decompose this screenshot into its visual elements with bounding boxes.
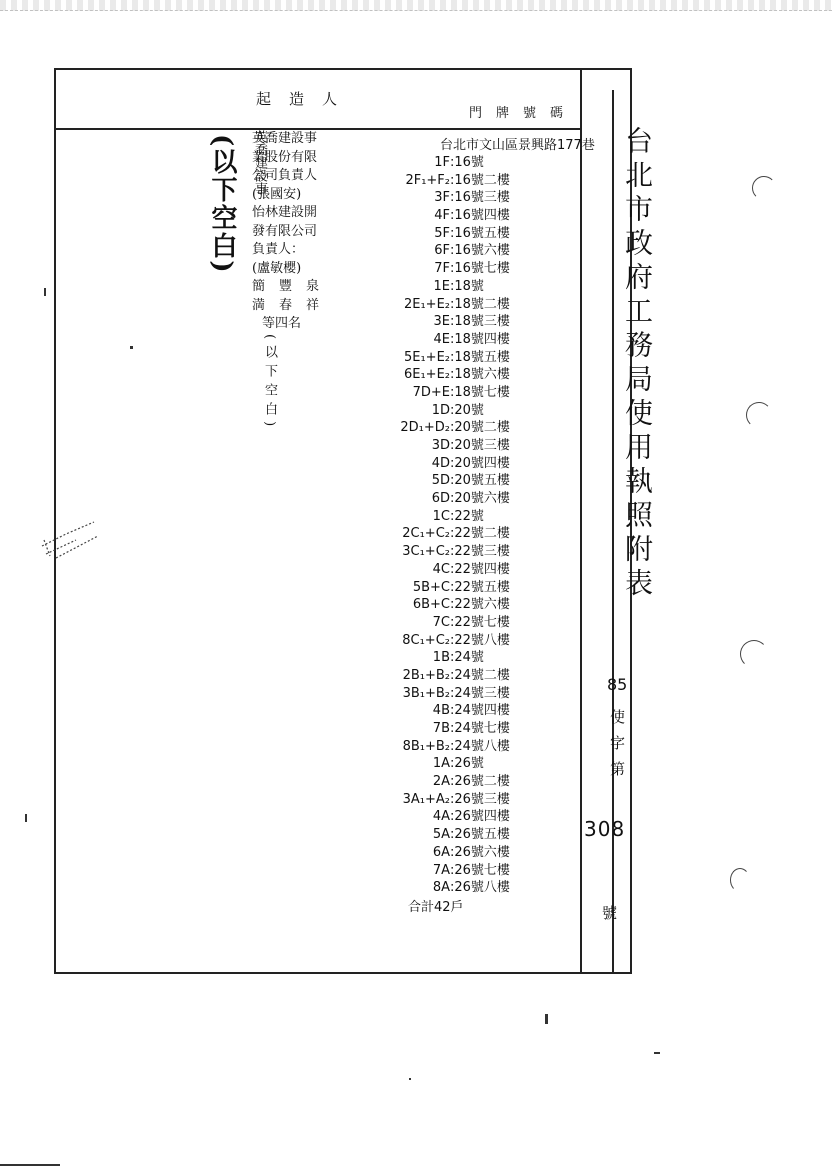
scan-speck [25,814,27,822]
unit-code: 5B+C [412,579,450,595]
unit-row [350,667,610,685]
unit-door-number: :26號六樓 [450,844,510,860]
unit-total: 合計42戶 [408,900,464,915]
unit-row [350,437,610,455]
unit-code: 8C₁+C₂ [402,632,450,648]
applicant-count-line: 等四名 [262,316,302,331]
unit-row [350,242,610,260]
unit-code: 1D [431,402,450,418]
unit-door-number: :22號三樓 [450,544,510,560]
unit-row [350,349,610,367]
unit-code: 6B+C [412,597,450,613]
unit-row [350,154,610,172]
unit-code: 5E₁+E₂ [403,349,450,365]
applicant-company-line: 公司負責人 [252,168,318,183]
scan-artifact [752,176,776,200]
unit-code: 5D [431,473,450,489]
unit-door-number: :22號二樓 [450,526,510,542]
unit-door-number: :26號七樓 [450,862,510,878]
unit-door-number: :20號 [450,402,484,418]
unit-code: 5F [434,225,450,241]
unit-door-number: :20號四樓 [450,455,510,471]
unit-door-number: :22號 [450,508,484,524]
unit-row [350,525,610,543]
unit-door-number: :20號五樓 [450,473,510,489]
unit-row [350,720,610,738]
scan-edge-line [0,1164,60,1166]
unit-code: 7F [434,261,450,277]
unit-row [350,596,610,614]
unit-code: 7B [432,721,450,736]
unit-door-number: :16號七樓 [450,261,510,277]
unit-door-number: :18號二樓 [450,296,510,312]
applicant-person-line: 満春祥 [252,297,334,313]
unit-row [350,313,610,331]
unit-row [350,472,610,490]
applicant-text: 英喬建設事 [252,130,267,195]
unit-row [350,278,610,296]
scan-artifact [746,402,772,428]
unit-code: 7A [432,862,450,878]
unit-row [350,225,610,243]
unit-code: 2E₁+E₂ [403,296,450,312]
unit-code: 8B₁+B₂ [402,738,450,754]
unit-code: 2F₁+F₂ [405,172,450,188]
unit-code: 3D [431,438,450,453]
unit-code: 1C [432,508,450,524]
unit-door-number: :16號五樓 [450,225,510,241]
unit-row [350,543,610,561]
license-hao-char: 號 [602,904,618,922]
unit-code: 1E [433,278,450,294]
door-number-header: 門牌號碼 [469,106,578,121]
applicant-company-line: (張國安) [252,186,302,202]
page-title: 台北市政府工務局使用執照附表 [621,126,654,602]
unit-row [350,862,610,880]
unit-door-number: :16號二樓 [450,172,510,188]
unit-code: 2A [432,774,450,790]
applicant-company-list [252,130,342,334]
unit-code: 2B₁+B₂ [402,667,450,683]
unit-row [350,366,610,384]
unit-row [350,402,610,420]
unit-code: 4B [432,703,450,719]
unit-door-number: :18號七樓 [450,384,510,400]
applicant-company-line: 發有限公司 [252,223,318,239]
unit-list [350,154,610,897]
applicant-company-line: 英喬建設事 [252,131,318,146]
unit-code: 2D₁+D₂ [400,420,450,436]
unit-row [350,331,610,349]
unit-code: 4D [431,455,450,471]
unit-row [350,685,610,703]
scan-artifact [740,640,768,668]
unit-door-number: :24號四樓 [450,703,510,719]
unit-door-number: :16號三樓 [450,190,510,206]
unit-row [350,773,610,791]
unit-row [350,508,610,526]
unit-row [350,879,610,897]
unit-row [350,579,610,597]
unit-door-number: :22號八樓 [450,632,510,648]
unit-door-number: :16號 [450,155,484,170]
unit-row [350,455,610,473]
unit-row [350,844,610,862]
license-type-char: 使 [610,708,626,726]
unit-row [350,296,610,314]
unit-row [350,561,610,579]
applicant-header: 起造人 [256,90,356,108]
unit-door-number: :26號八樓 [450,880,510,896]
unit-row [350,419,610,437]
unit-door-number: :24號二樓 [450,667,510,683]
unit-code: 4C [432,561,450,577]
unit-door-number: :22號六樓 [450,597,510,613]
unit-code: 1F [434,155,450,170]
unit-code: 6A [432,844,450,860]
unit-door-number: :26號 [450,756,484,772]
applicant-company-line: 負責人： [252,242,305,257]
unit-code: 6F [434,243,450,259]
scan-speck [545,1014,548,1024]
unit-code: 4A [432,809,450,825]
unit-code: 3F [434,190,450,206]
scan-speck [44,288,46,296]
blank-below-marker-small: (以下空白) [262,334,277,433]
unit-row [350,738,610,756]
license-number: 308 [584,817,626,841]
unit-code: 1A [432,756,450,772]
license-di-char: 第 [610,760,626,778]
applicant-company-line: 怡林建設開 [252,205,318,220]
unit-code: 3C₁+C₂ [402,544,450,560]
scan-artifact [730,868,750,892]
unit-row [350,207,610,225]
unit-row [350,172,610,190]
unit-row [350,632,610,650]
unit-code: 6E₁+E₂ [403,367,450,383]
unit-door-number: :22號四樓 [450,561,510,577]
unit-door-number: :24號 [450,650,484,666]
unit-code: 3E [433,314,450,330]
unit-row [350,808,610,826]
unit-code: 1B [432,650,450,666]
license-year: 85 [607,675,628,694]
unit-door-number: :26號四樓 [450,809,510,825]
unit-code: 4E [433,331,450,347]
unit-row [350,260,610,278]
unit-code: 3B₁+B₂ [402,685,450,701]
applicant-person-line: 簡豐泉 [252,279,334,294]
stamp-mark [36,506,108,566]
unit-code: 7C [432,614,450,630]
unit-door-number: :24號七樓 [450,721,510,736]
unit-door-number: :22號七樓 [450,614,510,630]
unit-door-number: :26號三樓 [450,791,510,807]
scan-speck [409,1078,411,1080]
scan-speck [130,346,133,349]
unit-row [350,702,610,720]
unit-code: 8A [432,880,450,896]
unit-code: 6D [431,491,450,507]
unit-row [350,614,610,632]
unit-door-number: :18號 [450,278,484,294]
unit-door-number: :18號六樓 [450,367,510,383]
license-appendix-form [54,68,654,972]
license-zi-char: 字 [610,734,626,752]
unit-code: 2C₁+C₂ [402,526,450,542]
unit-row [350,189,610,207]
applicant-company-line: 業股份有限 [252,149,318,165]
unit-door-number: :18號五樓 [450,349,510,365]
unit-door-number: :24號八樓 [450,738,510,754]
blank-below-marker-large: (以下空白) [207,134,237,275]
unit-code: 5A [432,827,450,843]
scan-speck [654,1052,660,1054]
unit-row [350,649,610,667]
scan-edge-noise [0,0,832,11]
unit-row [350,384,610,402]
unit-door-number: :18號三樓 [450,314,510,330]
unit-code: 7D+E [412,384,450,400]
unit-door-number: :24號三樓 [450,685,510,701]
unit-row [350,755,610,773]
unit-door-number: :22號五樓 [450,579,510,595]
unit-door-number: :26號二樓 [450,774,510,790]
unit-door-number: :16號六樓 [450,243,510,259]
unit-row [350,490,610,508]
unit-door-number: :16號四樓 [450,208,510,224]
unit-door-number: :18號四樓 [450,331,510,347]
unit-door-number: :20號二樓 [450,420,510,436]
applicant-company-line: (盧敏櫻) [252,260,302,276]
unit-door-number: :26號五樓 [450,827,510,843]
unit-row [350,791,610,809]
address-street: 台北市文山區景興路177巷 [440,138,595,153]
unit-row [350,826,610,844]
unit-door-number: :20號六樓 [450,491,510,507]
unit-code: 4F [434,208,450,224]
unit-door-number: :20號三樓 [450,438,510,453]
unit-code: 3A₁+A₂ [402,791,450,807]
